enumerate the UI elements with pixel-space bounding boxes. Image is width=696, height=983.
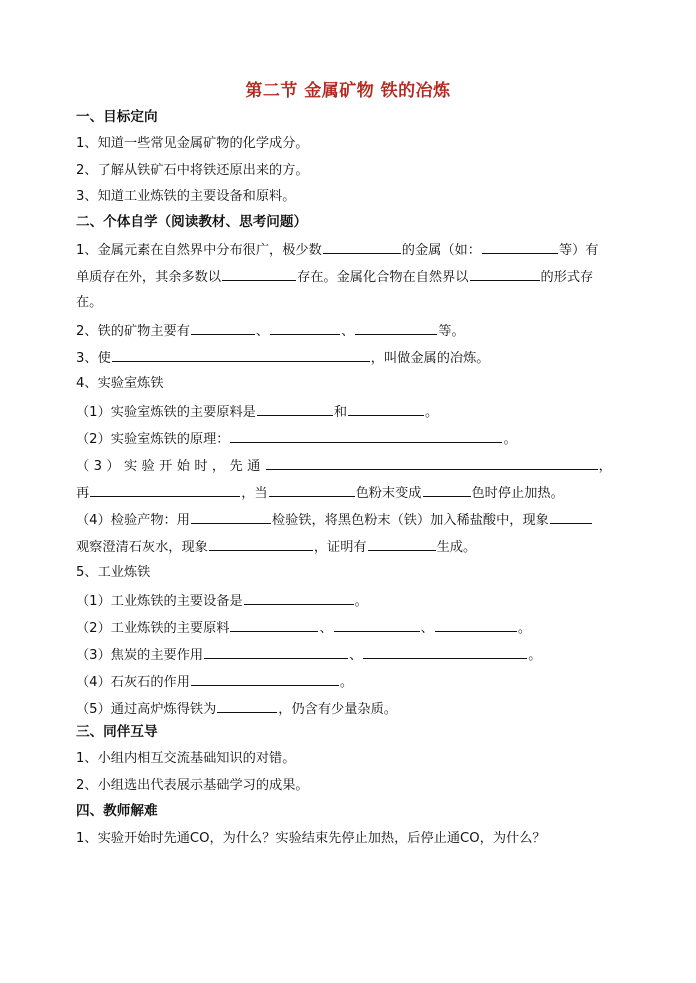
text: 色时停止加热。 — [471, 486, 564, 501]
text: 的形式存 — [540, 270, 594, 285]
blank — [323, 240, 401, 254]
blank — [112, 348, 370, 362]
text: 、 — [420, 621, 434, 636]
text: ，仍含有少量杂质。 — [278, 702, 397, 717]
question-4-part-2 — [76, 429, 517, 449]
text: 。 — [339, 675, 354, 690]
section-heading-teacher-explanation: 四、教师解难 — [76, 803, 158, 819]
text: 、 — [255, 324, 270, 339]
question-1-line-3: 在。 — [76, 295, 103, 310]
blank — [348, 402, 424, 416]
blank — [423, 483, 471, 497]
text: （3）实验开始时，先通 — [76, 459, 265, 474]
text: 。 — [354, 594, 368, 609]
blank — [266, 456, 598, 470]
text: 单质存在外，其余多数以 — [76, 270, 222, 285]
text: （1）工业炼铁的主要设备是 — [76, 594, 243, 609]
goal-item-1: 1、知道一些常见金属矿物的化学成分。 — [76, 136, 309, 151]
question-4-part-1 — [76, 402, 438, 422]
text: 2、铁的矿物主要有 — [76, 324, 190, 339]
blank — [222, 267, 296, 281]
text: 再 — [76, 486, 90, 501]
blank — [191, 510, 271, 524]
text: 存在。金属化合物在自然界以 — [297, 270, 469, 285]
teacher-item-1: 1、实验开始时先通CO，为什么？实验结束先停止加热，后停止通CO，为什么？ — [76, 831, 546, 846]
section-heading-self-study: 二、个体自学（阅读教材、思考问题） — [76, 214, 308, 230]
blank — [230, 618, 318, 632]
text: 。 — [517, 621, 532, 636]
question-2 — [76, 321, 465, 341]
goal-item-3: 3、知道工业炼铁的主要设备和原料。 — [76, 189, 296, 204]
question-5-part-1 — [76, 591, 368, 611]
blank — [244, 591, 354, 605]
text: 。 — [425, 405, 439, 420]
blank — [191, 672, 339, 686]
text: 、 — [319, 621, 333, 636]
text: （4）石灰石的作用 — [76, 675, 190, 690]
blank — [482, 240, 558, 254]
question-5-part-4 — [76, 672, 353, 692]
blank — [355, 321, 437, 335]
text: 3、使 — [76, 351, 111, 366]
blank — [550, 510, 592, 524]
question-1-line-2 — [76, 267, 593, 287]
blank — [217, 699, 277, 713]
peer-item-2: 2、小组选出代表展示基础学习的成果。 — [76, 778, 309, 793]
goal-item-2: 2、了解从铁矿石中将铁还原出来的方。 — [76, 163, 309, 178]
text: （3）焦炭的主要作用 — [76, 648, 204, 663]
blank — [257, 402, 333, 416]
text: 生成。 — [436, 540, 477, 555]
question-4-heading: 4、实验室炼铁 — [76, 376, 164, 391]
blank — [435, 618, 517, 632]
blank — [334, 618, 420, 632]
text: 和 — [333, 405, 348, 420]
question-5-part-2 — [76, 618, 531, 638]
text: 色粉末变成 — [355, 486, 422, 501]
text: （2）实验室炼铁的原理： — [76, 432, 230, 447]
text: 1、金属元素在自然界中分布很广，极少数 — [76, 243, 322, 258]
blank — [209, 537, 313, 551]
text: （5）通过高炉炼得铁为 — [76, 702, 217, 717]
text: ，证明有 — [313, 540, 367, 555]
text: 检验铁，将黑色粉末（铁）加入稀盐酸中，现象 — [271, 513, 549, 528]
blank — [470, 267, 540, 281]
question-3 — [76, 348, 489, 368]
text: （1）实验室炼铁的主要原料是 — [76, 405, 256, 420]
question-5-part-3 — [76, 645, 541, 665]
question-5-part-5 — [76, 699, 397, 719]
question-4-part-4-line-1 — [76, 510, 593, 530]
question-4-part-3-line-1 — [76, 456, 612, 476]
text: ，叫做金属的冶炼。 — [370, 351, 490, 366]
blank — [270, 321, 340, 335]
blank — [363, 645, 527, 659]
blank — [230, 429, 502, 443]
blank — [191, 321, 255, 335]
section-heading-peer-guidance: 三、同伴互导 — [76, 724, 158, 740]
blank — [269, 483, 355, 497]
text: 。 — [528, 648, 542, 663]
text: ， — [598, 459, 612, 474]
text: （2）工业炼铁的主要原料 — [76, 621, 230, 636]
text: 、 — [349, 648, 363, 663]
blank — [204, 645, 348, 659]
section-heading-goals: 一、目标定向 — [76, 109, 158, 125]
page-title: 第二节 金属矿物 铁的冶炼 — [245, 81, 451, 101]
question-1-line-1 — [76, 240, 598, 260]
text: 等。 — [438, 324, 465, 339]
text: 、 — [341, 324, 355, 339]
question-4-part-4-line-2 — [76, 537, 476, 557]
peer-item-1: 1、小组内相互交流基础知识的对错。 — [76, 751, 296, 766]
blank — [90, 483, 240, 497]
question-5-heading: 5、工业炼铁 — [76, 565, 151, 580]
text: 的金属（如： — [401, 243, 481, 258]
question-4-part-3-line-2 — [76, 483, 564, 503]
text: ，当 — [241, 486, 268, 501]
text: （4）检验产物：用 — [76, 513, 190, 528]
blank — [368, 537, 436, 551]
text: 观察澄清石灰水，现象 — [76, 540, 208, 555]
text: 。 — [503, 432, 517, 447]
text: 等）有 — [558, 243, 599, 258]
